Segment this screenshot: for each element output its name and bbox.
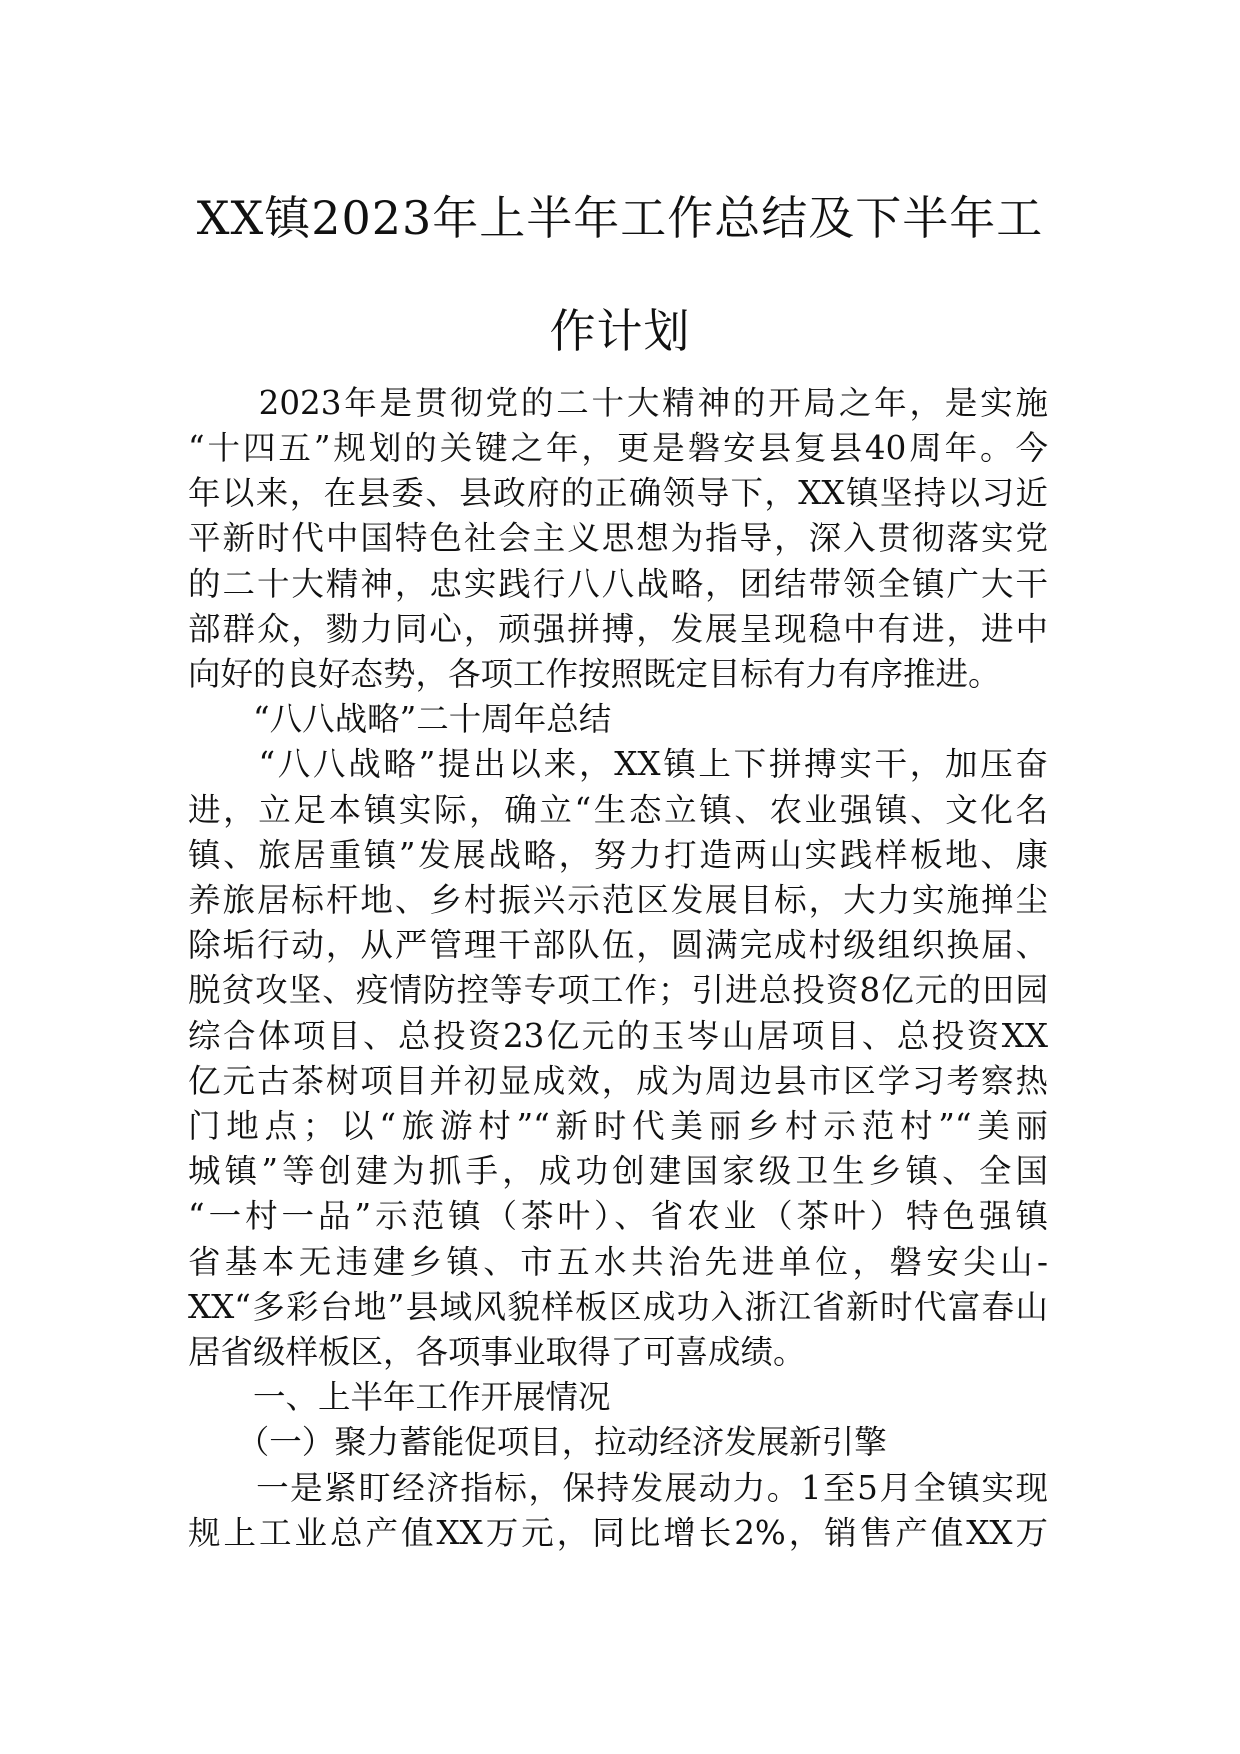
body-line: 镇、旅居重镇”发展战略，努力打造两山实践样板地、康 [188, 836, 1048, 874]
body-line: 2023年是贯彻党的二十大精神的开局之年，是实施 [188, 384, 1048, 422]
body-line: 省基本无违建乡镇、市五水共治先进单位，磐安尖山- [188, 1243, 1048, 1281]
document-title-line-1: XX镇2023年上半年工作总结及下半年工 [196, 191, 1044, 245]
body-line: 年以来，在县委、县政府的正确领导下，XX镇坚持以习近 [188, 474, 1048, 512]
body-line: 进，立足本镇实际，确立“生态立镇、农业强镇、文化名 [188, 791, 1048, 829]
document-title-line-2: 作计划 [549, 304, 691, 358]
body-line: 门地点；以“旅游村”“新时代美丽乡村示范村”“美丽 [188, 1107, 1048, 1145]
body-line: 规上工业总产值XX万元，同比增长2%，销售产值XX万 [188, 1514, 1048, 1552]
subsection-heading: （一）聚力蓄能促项目，拉动经济发展新引擎 [188, 1423, 887, 1461]
section-heading: 一、上半年工作开展情况 [188, 1378, 611, 1416]
body-line: “一村一品”示范镇（茶叶）、省农业（茶叶）特色强镇 [188, 1197, 1048, 1235]
body-line: 脱贫攻坚、疫情防控等专项工作；引进总投资8亿元的田园 [188, 971, 1048, 1009]
body-line: “八八战略”提出以来，XX镇上下拼搏实干，加压奋 [188, 745, 1048, 783]
section-heading: “八八战略”二十周年总结 [188, 700, 612, 738]
body-line: 平新时代中国特色社会主义思想为指导，深入贯彻落实党 [188, 519, 1048, 557]
body-line: 养旅居标杆地、乡村振兴示范区发展目标，大力实施掸尘 [188, 881, 1048, 919]
body-line: XX“多彩台地”县域风貌样板区成功入浙江省新时代富春山 [188, 1288, 1048, 1326]
body-line: 城镇”等创建为抓手，成功创建国家级卫生乡镇、全国 [188, 1152, 1048, 1190]
body-line: 向好的良好态势，各项工作按照既定目标有力有序推进。 [188, 655, 1001, 693]
body-line: “十四五”规划的关键之年，更是磐安县复县40周年。今 [188, 429, 1048, 467]
body-line: 除垢行动，从严管理干部队伍，圆满完成村级组织换届、 [188, 926, 1048, 964]
body-line: 一是紧盯经济指标，保持发展动力。1至5月全镇实现 [188, 1469, 1048, 1507]
body-line: 部群众，勠力同心，顽强拼搏，发展呈现稳中有进，进中 [188, 610, 1048, 648]
body-line: 的二十大精神，忠实践行八八战略，团结带领全镇广大干 [188, 565, 1048, 603]
body-line: 居省级样板区，各项事业取得了可喜成绩。 [188, 1333, 806, 1371]
body-line: 亿元古茶树项目并初显成效，成为周边县市区学习考察热 [188, 1062, 1048, 1100]
body-line: 综合体项目、总投资23亿元的玉岑山居项目、总投资XX [188, 1017, 1048, 1055]
